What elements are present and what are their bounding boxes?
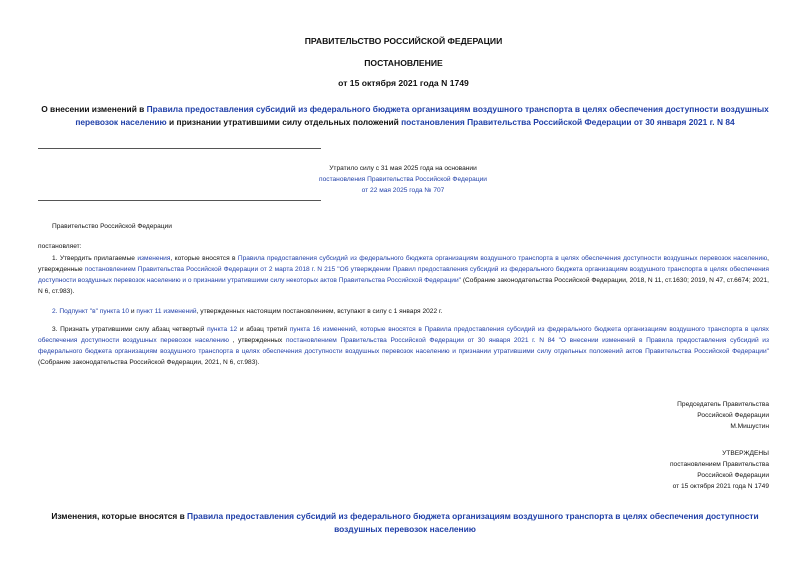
p1-text-2: , которые вносятся в: [170, 255, 238, 262]
heading-middle: и признании утратившими силу отдельных положений: [166, 117, 402, 127]
signature-name: М.Мишустин: [730, 423, 769, 430]
paragraph-3: [38, 324, 769, 368]
repeal-note: [286, 163, 520, 196]
divider-bottom: [38, 200, 321, 201]
decree-date: от 15 октября 2021 года N 1749: [338, 78, 469, 88]
changes-heading: [40, 510, 770, 536]
point-12-link[interactable]: пункта 12: [207, 326, 238, 333]
heading-prefix: О внесении изменений в: [41, 104, 147, 114]
p3-text-3: , утвержденных: [228, 337, 286, 344]
government-title: ПРАВИТЕЛЬСТВО РОССИЙСКОЙ ФЕДЕРАЦИИ: [304, 36, 503, 46]
decree-type: ПОСТАНОВЛЕНИЕ: [364, 58, 443, 68]
p3-text-2: и абзац третий: [237, 326, 290, 333]
changes-heading-prefix: Изменения, которые вносятся в: [51, 511, 188, 521]
p2-text-2: , утвержденных настоящим постановлением, вступают в силу с 1 января 2022 г.: [196, 308, 443, 315]
p3-decree-84-link[interactable]: постановлением Правительства Российской Федерации от 30 января 2021 г. N 84 "О внесении изменений в Правила предоставления субсидий из федерального бюджета организациям воздушного транспорта в целях обеспечения доступности воздушных перевозок населению и признании утратившими силу отдельных положений актов Правительства Российской Федерации": [38, 337, 769, 355]
approved-line-2: постановлением Правительства: [669, 461, 769, 468]
paragraph-1: [38, 253, 769, 297]
approved-line-3: Российской Федерации: [697, 472, 769, 479]
document-heading: [40, 103, 770, 129]
decree-215-link[interactable]: постановлением Правительства Российской Федерации от 2 марта 2018 г. N 215 "Об утверждении Правил предоставления субсидий из федерального бюджета организациям воздушного транспорта в целях обеспечения доступности воздушных перевозок населению и о признании утратившими силу некоторых актов Правительства Российской Федерации": [38, 266, 770, 284]
approval-stamp: [569, 448, 769, 492]
approved-title: УТВЕРЖДЕНЫ: [722, 450, 769, 457]
resolves-label: постановляет:: [38, 243, 82, 250]
divider-top: [38, 148, 321, 149]
point-11-link[interactable]: пункт 11 изменений: [136, 308, 197, 315]
signature-block: [569, 399, 769, 432]
approved-line-4: от 15 октября 2021 года N 1749: [672, 483, 769, 490]
signature-position-2: Российской Федерации: [697, 412, 769, 419]
p3-text-1: 3. Признать утратившими силу абзац четвертый: [52, 326, 208, 333]
point-16-link[interactable]: пункта 16 изменений, которые вносятся в Правила предоставления субсидий из федерального бюджета организациям воздушного транспорта в целях обеспечения доступности воздушных перевозок населению: [38, 326, 769, 344]
p1-text-4: (Собрание законодательства Российской Федерации, 2018, N 11, ст.1630; 2019, N 47, ст.6674; 2021, N 6, ст.983).: [38, 277, 769, 295]
paragraph-2: [38, 306, 769, 317]
changes-rules-link[interactable]: Правила предоставления субсидий из федерального бюджета организациям воздушного транспорта в целях обеспечения доступности воздушных перевозок населению: [187, 511, 759, 534]
p1-text-3: , утвержденные: [38, 255, 769, 273]
subpoint-v-link[interactable]: 2. Подпункт "в" пункта 10: [52, 308, 130, 315]
repeal-decree-link-line2[interactable]: от 22 мая 2025 года № 707: [361, 187, 445, 194]
p2-text-1: и: [129, 308, 137, 315]
repeal-note-line1: Утратило силу с 31 мая 2025 года на основании: [329, 165, 477, 172]
changes-link[interactable]: изменения: [137, 255, 171, 262]
repeal-decree-link-line1[interactable]: постановления Правительства Российской Федерации: [319, 176, 487, 183]
signature-position: Председатель Правительства: [677, 401, 769, 408]
p3-text-4: (Собрание законодательства Российской Федерации, 2021, N 6, ст.983).: [38, 359, 260, 366]
p1-text-1: 1. Утвердить прилагаемые: [52, 255, 138, 262]
government-name: Правительство Российской Федерации: [52, 223, 172, 230]
p1-rules-link[interactable]: Правила предоставления субсидий из федерального бюджета организациям воздушного транспорта в целях обеспечения доступности воздушных перевозок населению: [237, 255, 768, 262]
decree-84-link[interactable]: постановления Правительства Российской Федерации от 30 января 2021 г. N 84: [401, 117, 735, 127]
rules-link[interactable]: Правила предоставления субсидий из федерального бюджета организациям воздушного транспорта в целях обеспечения доступности воздушных перевозок населению: [75, 104, 769, 127]
